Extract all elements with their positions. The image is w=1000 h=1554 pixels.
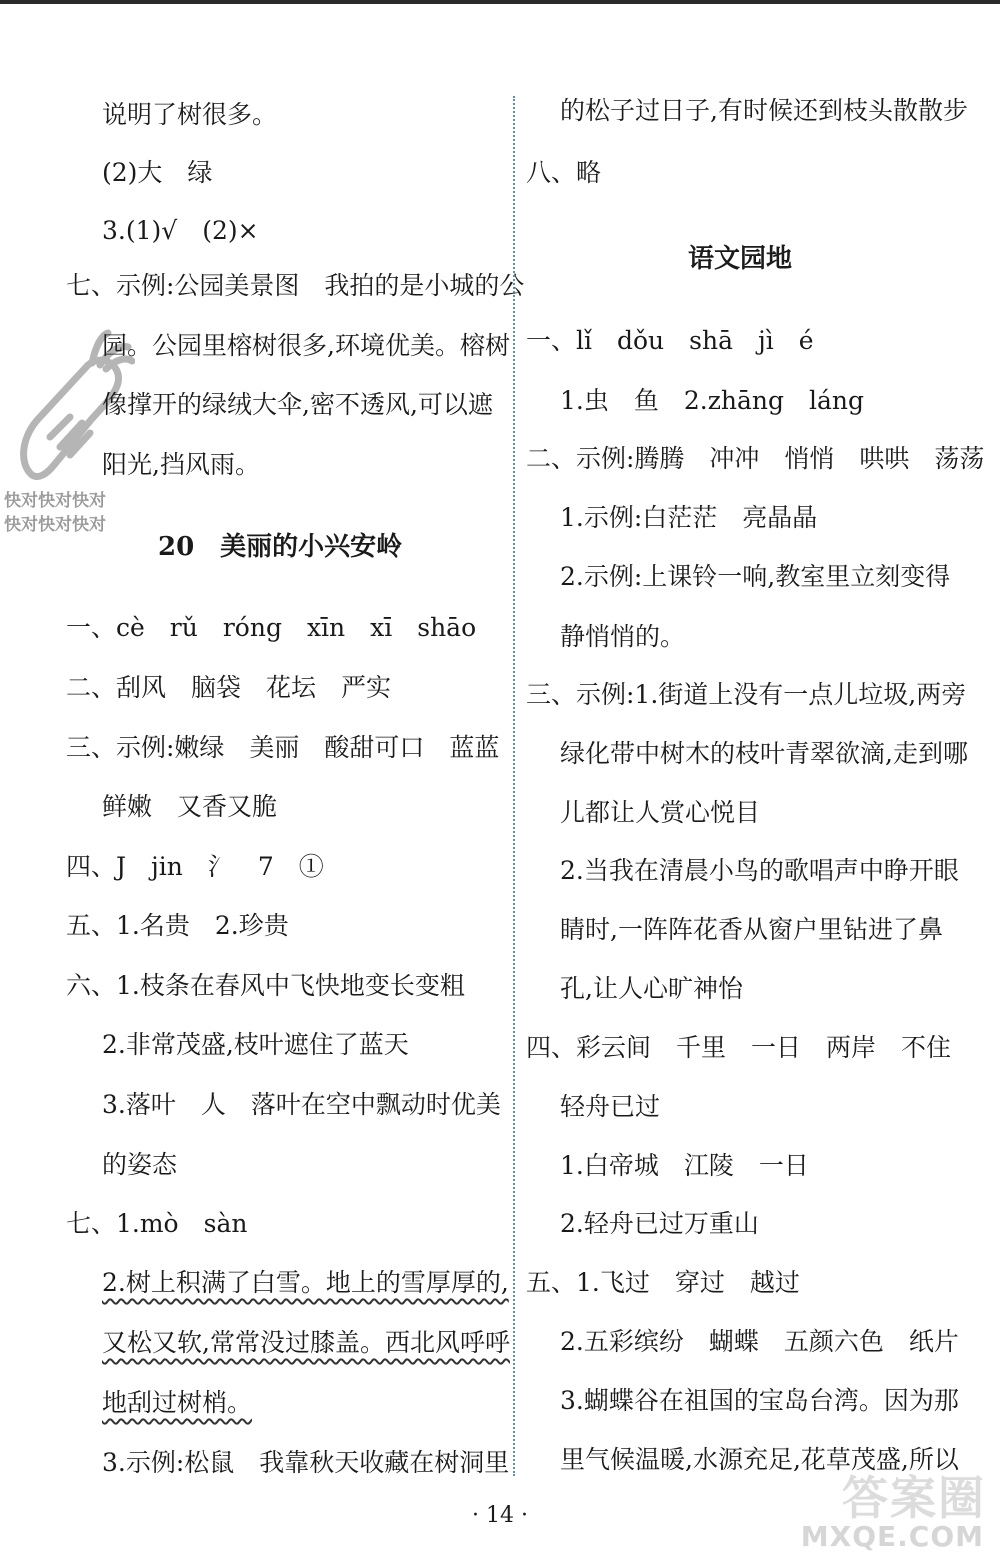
left-line-9: 一、cè rǔ róng xīn xī shāo — [66, 613, 477, 642]
right-line-6: 二、示例:腾腾 冲冲 悄悄 哄哄 荡荡 — [526, 444, 985, 473]
watermark-logo: 答案圈 — [842, 1471, 986, 1525]
left-line-5: 园。公园里榕树很多,环境优美。榕树 — [102, 331, 510, 360]
left-line-3: 3.(1)√ (2)× — [102, 216, 259, 245]
right-line-2: 八、略 — [526, 158, 602, 187]
left-line-16: 2.非常茂盛,枝叶遮住了蓝天 — [102, 1030, 409, 1059]
right-line-11: 绿化带中树木的枝叶青翠欲滴,走到哪 — [560, 739, 968, 768]
left-line-2: (2)大 绿 — [102, 158, 213, 187]
right-line-7: 1.示例:白茫茫 亮晶晶 — [560, 503, 818, 532]
left-line-22: 地刮过树梢。 — [102, 1388, 253, 1417]
left-line-4: 七、示例:公园美景图 我拍的是小城的公 — [66, 271, 525, 300]
left-line-7: 阳光,挡风雨。 — [102, 450, 260, 479]
left-line-10: 二、刮风 脑袋 花坛 严实 — [66, 673, 392, 702]
right-line-15: 孔,让人心旷神怡 — [560, 974, 743, 1003]
stamp-line-2: 快对快对快对 — [4, 515, 106, 535]
right-line-1: 的松子过日子,有时候还到枝头散散步 — [560, 96, 968, 125]
right-line-12: 儿都让人赏心悦目 — [560, 798, 761, 827]
section-title-20: 20 美丽的小兴安岭 — [158, 532, 403, 562]
right-line-13: 2.当我在清晨小鸟的歌唱声中睁开眼 — [560, 856, 959, 885]
right-line-16: 四、彩云间 千里 一日 两岸 不住 — [526, 1033, 952, 1062]
right-line-21: 2.五彩缤纷 蝴蝶 五颜六色 纸片 — [560, 1327, 959, 1356]
page-number: · 14 · — [472, 1503, 528, 1528]
left-line-1: 说明了树很多。 — [102, 100, 278, 129]
section-title-yuwen: 语文园地 — [688, 244, 793, 274]
left-line-23: 3.示例:松鼠 我靠秋天收藏在树洞里 — [102, 1448, 510, 1477]
left-line-6: 像撑开的绿绒大伞,密不透风,可以遮 — [102, 390, 493, 419]
right-line-4: 一、lǐ dǒu shā jì é — [526, 326, 814, 355]
column-divider — [513, 96, 515, 1476]
top-border — [0, 0, 1000, 4]
stamp-line-1: 快对快对快对 — [4, 491, 106, 511]
left-line-11: 三、示例:嫩绿 美丽 酸甜可口 蓝蓝 — [66, 733, 500, 762]
right-line-10: 三、示例:1.街道上没有一点儿垃圾,两旁 — [526, 680, 967, 709]
left-line-18: 的姿态 — [102, 1150, 178, 1179]
left-line-21: 又松又软,常常没过膝盖。西北风呼呼 — [102, 1328, 510, 1357]
left-line-14: 五、1.名贵 2.珍贵 — [66, 911, 289, 940]
right-line-22: 3.蝴蝶谷在祖国的宝岛台湾。因为那 — [560, 1386, 959, 1415]
watermark-url: MXQE.COM — [800, 1520, 984, 1553]
left-line-12: 鲜嫩 又香又脆 — [102, 792, 278, 821]
right-line-23: 里气候温暖,水源充足,花草茂盛,所以 — [560, 1445, 959, 1474]
right-line-8: 2.示例:上课铃一响,教室里立刻变得 — [560, 562, 951, 591]
right-line-14: 睛时,一阵阵花香从窗户里钻进了鼻 — [560, 915, 943, 944]
right-line-20: 五、1.飞过 穿过 越过 — [526, 1268, 800, 1297]
right-line-18: 1.白帝城 江陵 一日 — [560, 1151, 809, 1180]
left-line-17: 3.落叶 人 落叶在空中飘动时优美 — [102, 1090, 501, 1119]
right-line-9: 静悄悄的。 — [560, 622, 686, 651]
left-line-15: 六、1.枝条在春风中飞快地变长变粗 — [66, 971, 465, 1000]
right-line-5: 1.虫 鱼 2.zhāng láng — [560, 386, 864, 415]
left-line-20: 2.树上积满了白雪。地上的雪厚厚的, — [102, 1268, 509, 1297]
left-line-19: 七、1.mò sàn — [66, 1209, 248, 1238]
right-line-19: 2.轻舟已过万重山 — [560, 1209, 759, 1238]
left-line-13: 四、J jin 氵 7 ① — [66, 852, 324, 881]
right-line-17: 轻舟已过 — [560, 1092, 661, 1121]
